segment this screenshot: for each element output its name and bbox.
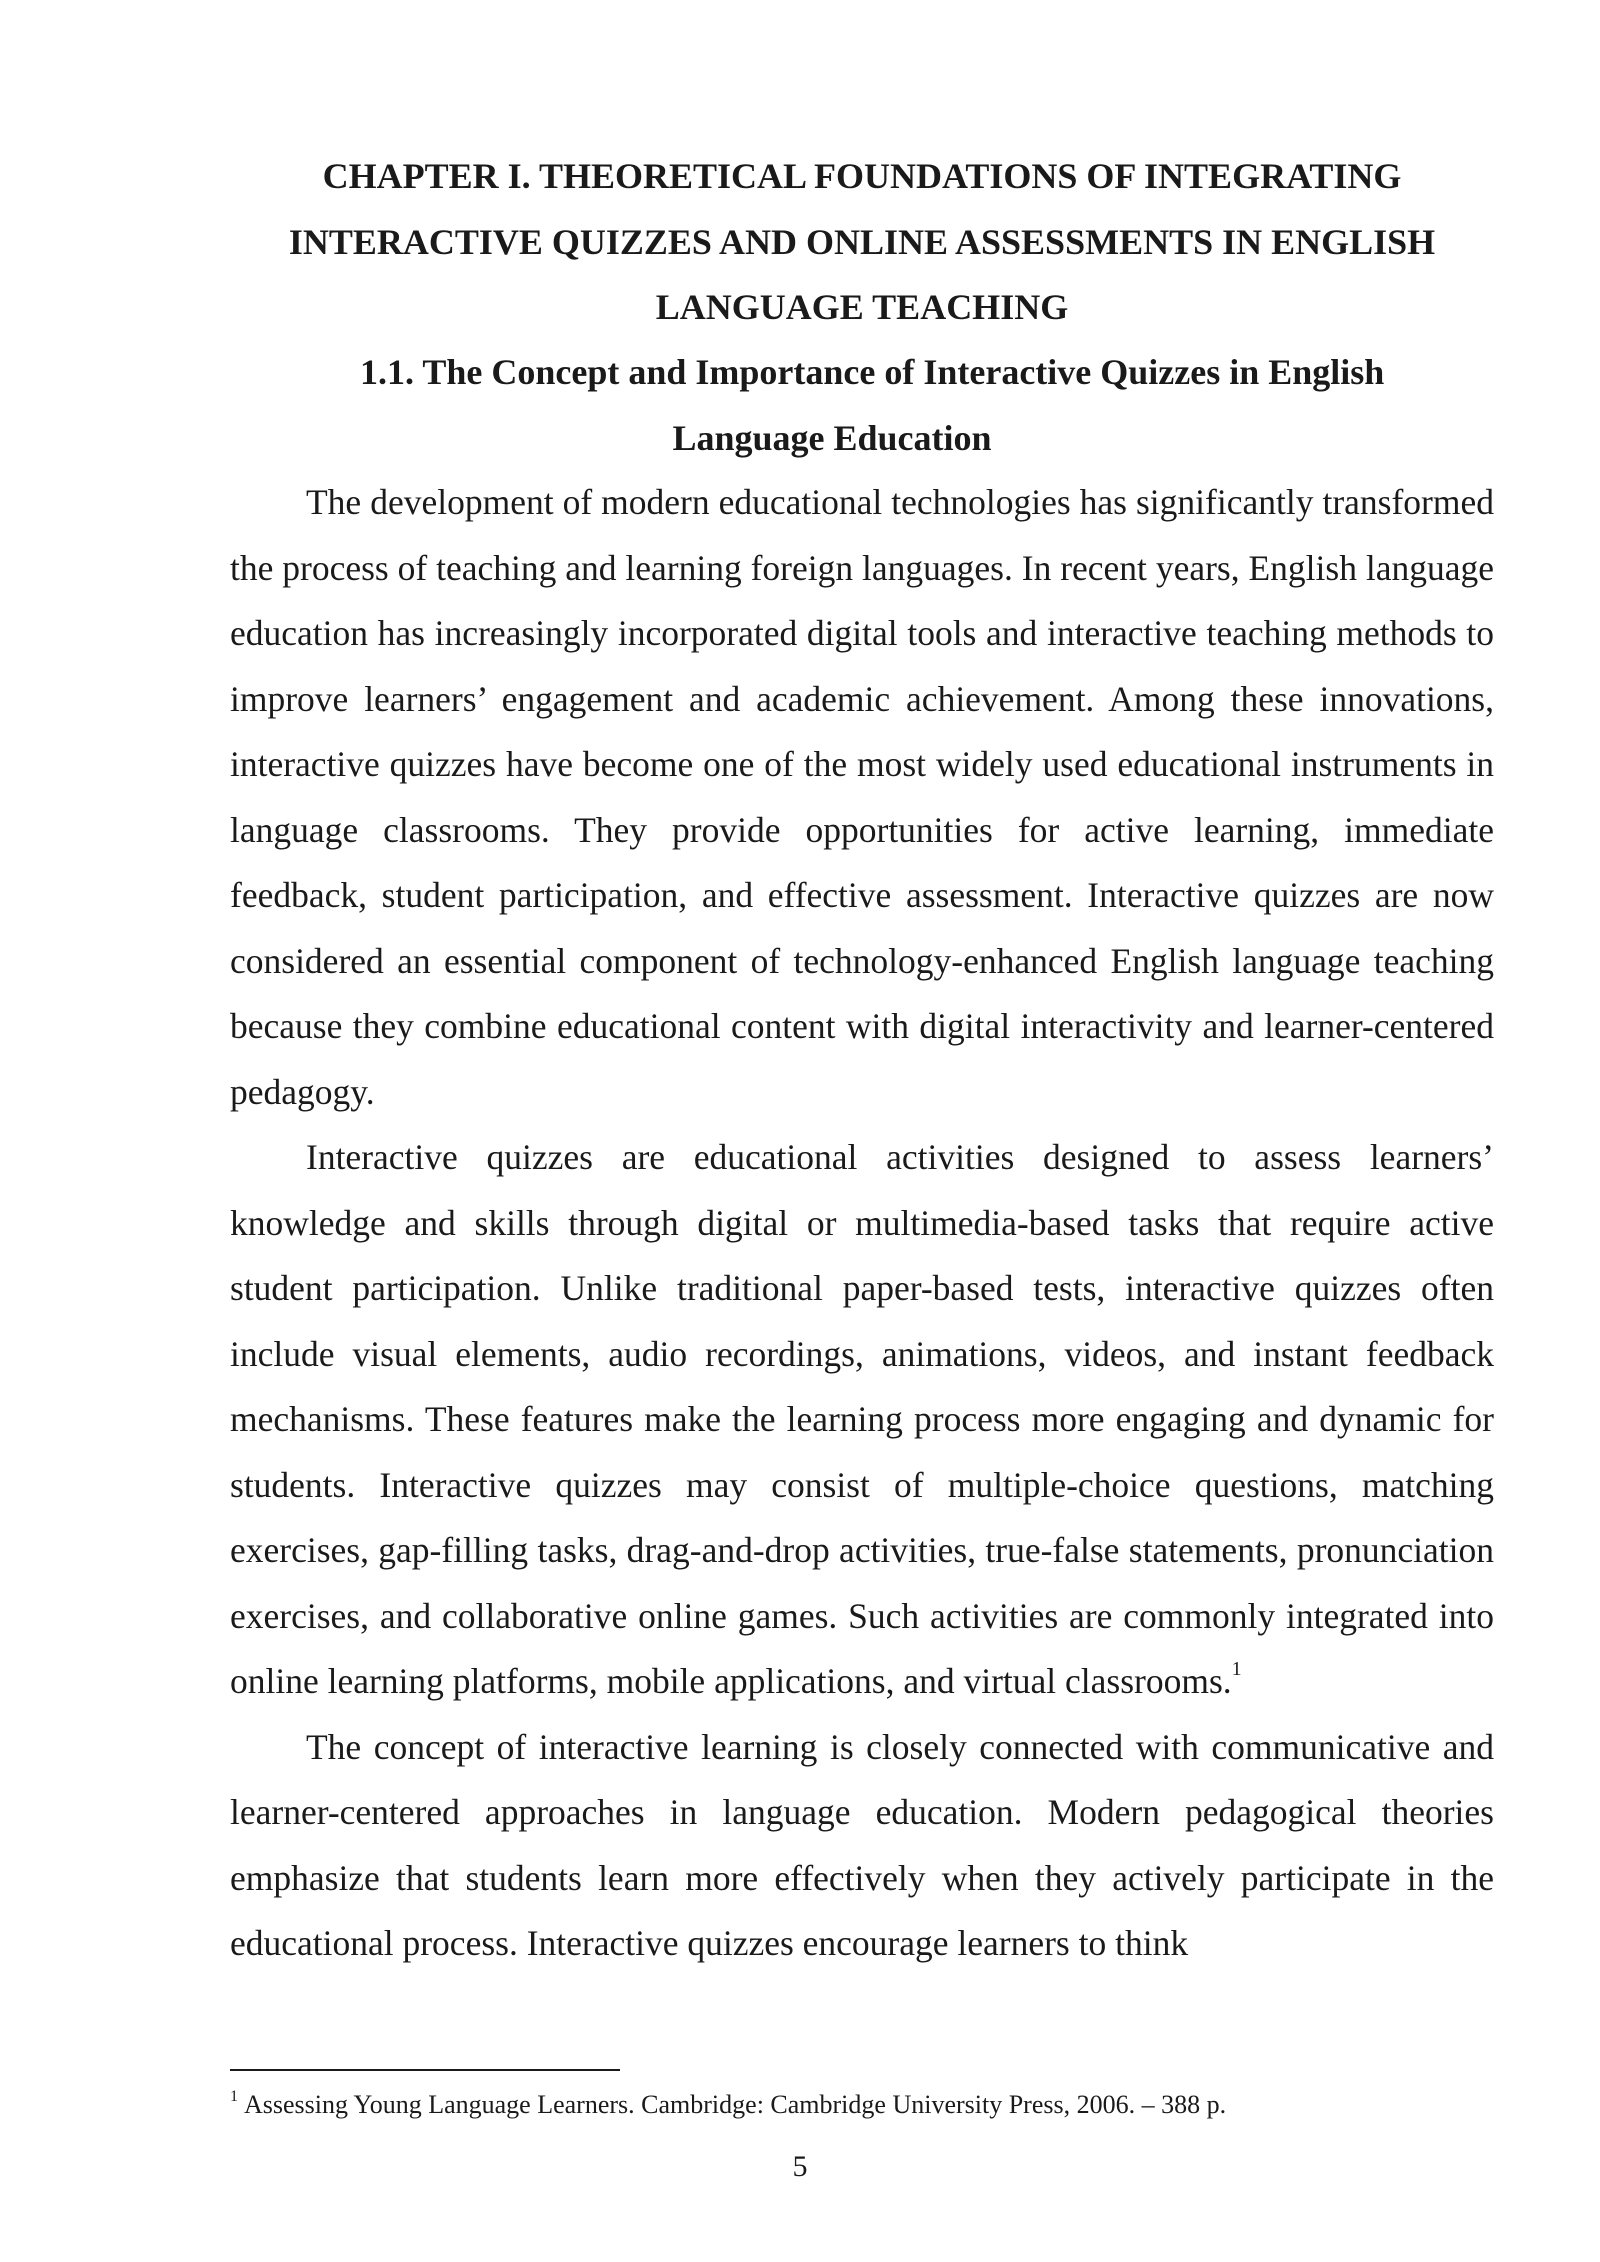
section-title bbox=[330, 340, 1494, 471]
footnote-number: 1 bbox=[230, 2088, 238, 2105]
footnote-divider bbox=[230, 2069, 620, 2071]
footnote bbox=[230, 2088, 1494, 2122]
paragraph-2-text: Interactive quizzes are educational activities designed to assess learners’ knowledge and skills through digital or multimedia-based tasks that require active student participation. Unlike traditional paper-based tests, interactive quizzes often include visual elements, audio recordings, animations, videos, and instant feedback mechanisms. These features make the learning process more engaging and dynamic for students. Interactive quizzes may consist of multiple-choice questions, matching exercises, gap-filling tasks, drag-and-drop activities, true-false statements, pronunciation exercises, and collaborative online games. Such activities are commonly integrated into online learning platforms, mobile applications, and virtual classrooms. bbox=[230, 1137, 1494, 1701]
page-number: 5 bbox=[792, 2150, 808, 2183]
footnote-reference[interactable]: 1 bbox=[1231, 1658, 1242, 1680]
chapter-title: CHAPTER I. THEORETICAL FOUNDATIONS OF INTEGRATING INTERACTIVE QUIZZES AND ONLINE ASSESSMENTS IN ENGLISH LANGUAGE TEACHING bbox=[288, 156, 1436, 327]
section-title-line1: 1.1. The Concept and Importance of Interactive Quizzes in English bbox=[360, 352, 1385, 392]
paragraph-3: The concept of interactive learning is closely connected with communicative and learner-centered approaches in language education. Modern pedagogical theories emphasize that students learn more effectively when they actively participate in the educational process. Interactive quizzes encourage learners to think bbox=[230, 1726, 1494, 1963]
body-text bbox=[230, 470, 1494, 1977]
footnote-text: Assessing Young Language Learners. Cambridge: Cambridge University Press, 2006. – 388 p. bbox=[244, 2090, 1227, 2119]
section-title-line2: Language Education bbox=[672, 417, 992, 458]
paragraph-2 bbox=[230, 1125, 1494, 1715]
paragraph-1: The development of modern educational technologies has significantly transformed the process of teaching and learning foreign languages. In recent years, English language education has increasingly incorporated digital tools and interactive teaching methods to improve learners’ engagement and academic achievement. Among these innovations, interactive quizzes have become one of the most widely used educational instruments in language classrooms. They provide opportunities for active learning, immediate feedback, student participation, and effective assessment. Interactive quizzes are now considered an essential component of technology-enhanced English language teaching because they combine educational content with digital interactivity and learner-centered pedagogy. bbox=[230, 482, 1494, 1112]
